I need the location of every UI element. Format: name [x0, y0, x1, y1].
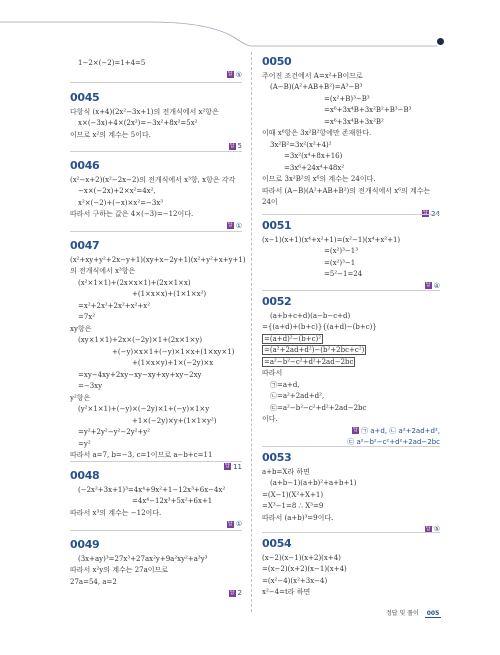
answer-icon: 답: [229, 142, 235, 149]
solution-line: =(x²)³−1: [324, 258, 356, 267]
solution-line: =(x²+B)³−B³: [324, 94, 370, 103]
separator: [262, 446, 440, 447]
solution-line: 1−2×(−2)=1+4=5: [78, 59, 146, 67]
answer-value: 5: [237, 142, 242, 150]
solution-line: =xy−4xy+2xy−xy−xy+xy+xy−2xy: [78, 370, 202, 379]
problem-number: 0053: [262, 451, 292, 464]
solution-line: 주어진 조건에서 A=x²+B이므로: [262, 71, 363, 80]
problem-0047: [70, 239, 246, 473]
solution-line: =3x⁶+24x⁴+48x²: [284, 163, 345, 172]
solution-line: (a+b+c+d)(a−b−c+d): [270, 311, 351, 320]
solution-line: +(−y)×x×1+(−y)×1×x+(1×xy×1): [112, 347, 235, 356]
answer-value: ④: [433, 281, 440, 290]
solution-line: =5²−1=24: [324, 270, 363, 278]
problem-number: 0052: [262, 295, 292, 308]
solution-line: a+b=X라 하면: [262, 467, 310, 476]
problem-0054: [262, 538, 440, 599]
problem-number: 0045: [70, 91, 100, 104]
solution-line: 따라서 x³의 계수는 −12이다.: [70, 508, 162, 517]
answer-icon: 답: [425, 282, 431, 288]
problem-0052: [262, 296, 440, 449]
solution-line: (xy×1×1)+2x×(−2y)×1+(2x×1×y): [78, 336, 203, 344]
answer-value: ①: [235, 221, 242, 230]
solution-line: 따라서: [262, 369, 283, 377]
solution-line: (A−B)(A²+AB+B²)=A³−B³: [270, 83, 363, 91]
answer-value: 2: [237, 589, 242, 597]
solution-line: x×(−3x)+4×(2x²)=−3x²+8x²=5x²: [78, 119, 198, 127]
solution-line: =(X−1)(X²+X+1): [262, 490, 324, 499]
solution-line: +(1×x×x)+(1×1×x²): [132, 290, 207, 298]
page-frame-curve: [0, 0, 500, 60]
solution-line: =y²+2y²−y²−2y²+y²: [78, 428, 151, 436]
answer-value: 24: [431, 209, 440, 218]
answer-icon: 답: [229, 589, 235, 596]
solution-line: ={(a+d)+(b+c)}{(a+d)−(b+c)}: [262, 323, 377, 331]
solution-line: (−2x²+3x+1)³=4x⁴+9x²+1−12x³+6x−4x²: [78, 485, 226, 494]
solution-line: y²항은: [70, 393, 91, 402]
solution-line: [262, 357, 440, 369]
solution-line: 3x²B²=3x²(x²+4)²: [270, 140, 332, 149]
solution-line: =x²+2x²+2x²+x²+x²: [78, 301, 151, 310]
problem-number: 0049: [70, 538, 100, 551]
answer-mark: [262, 426, 440, 438]
solution-line: −x×(−2x)+2×x²=4x²,: [78, 187, 156, 195]
answer-icon: 답: [227, 520, 233, 527]
problem-0051: [262, 220, 440, 292]
solution-line: =(x²−4)(x²+3x−4): [262, 576, 328, 585]
solution-line: 다항식 (x+4)(2x²−3x+1)의 전개식에서 x²항은: [70, 107, 219, 116]
problem-number: 0048: [70, 469, 100, 482]
solution-line: (a+b−1)(a+b)²+a+b+1): [270, 479, 357, 487]
answer-value: ⑤: [433, 525, 440, 533]
boxed-expression: =(a+d)²−(b+c)²: [264, 334, 322, 343]
solution-line: =−3xy: [78, 382, 103, 390]
footer-label: 정답 및 풀이: [386, 610, 419, 617]
problem-0045: [70, 92, 242, 153]
solution-line: 이때 x⁶항은 3x²B²항에만 존재한다.: [262, 129, 372, 137]
solution-line: (x²+xy+y²+2x−y+1)(xy+x−2y+1)(x²+y²+x+y+1): [70, 255, 246, 264]
solution-line: 이므로 x²의 계수는 5이다.: [70, 130, 151, 139]
answer-mark: [70, 519, 242, 531]
solution-line: 따라서 (A−B)(A²+AB+B²)의 전개식에서 x⁶의 계수는 24이: [262, 186, 431, 206]
separator: [70, 461, 242, 462]
solution-line: =(x²)³−1³: [324, 247, 359, 255]
solution-line: (x−1)(x+1)(x⁴+x²+1)=(x²−1)(x⁴+x²+1): [262, 235, 401, 244]
solution-line: +(1×x×y)+1×(−2y)×x: [132, 359, 214, 367]
solution-line: (x²×1×1)+(2x×x×1)+(2x×1×x): [78, 278, 191, 287]
separator: [70, 530, 242, 531]
solution-line: 이다.: [262, 415, 278, 423]
boxed-expression: =(a²+2ad+d²)−(b²+2bc+c²): [264, 346, 365, 354]
answer-icon: 답: [425, 525, 431, 532]
answer-value: ㉠ a+d, ㉡ a²+2ad+d²,: [361, 426, 440, 435]
separator: [262, 290, 440, 291]
solution-line: ㉢=a²−b²−c²+d²+2ad−2bc: [270, 403, 367, 412]
page-number: 005: [426, 610, 440, 617]
problem-number: 0047: [70, 239, 100, 252]
problem-0044-tail: [70, 58, 242, 81]
solution-line: 의 전개식에서 x³항은: [70, 267, 136, 275]
solution-line: [262, 345, 440, 357]
solution-line: 27a=54, a=2: [70, 577, 117, 586]
solution-line: =3x²(x⁴+8x+16): [284, 152, 343, 160]
solution-line: 이므로 3x²B²의 x⁶의 계수는 24이다.: [262, 175, 376, 183]
answer-icon: 답: [227, 71, 233, 77]
answer-value-line: ㉢ a²−b²−c²+d²+2ad−2bc: [347, 438, 440, 446]
answer-value: 11: [233, 462, 242, 471]
answer-mark: [70, 70, 242, 82]
answer-value: ⑤: [235, 70, 242, 79]
problem-number: 0050: [262, 55, 292, 68]
answer-icon: 답: [227, 222, 233, 228]
solution-line: 따라서 구하는 값은 4×(−3)=−12이다.: [70, 210, 194, 218]
separator: [70, 151, 242, 152]
solution-line: [262, 334, 440, 346]
page-footer: [386, 608, 441, 618]
solution-line: 따라서 x²y의 계수는 27a이므로: [70, 566, 169, 574]
separator: [262, 532, 440, 533]
solution-line: ㉡=a²+2ad+d²,: [270, 392, 325, 400]
answer-icon: 답: [423, 210, 428, 216]
column-divider: [251, 52, 252, 612]
answer-mark: [70, 588, 242, 600]
boxed-expression: =a²−b²−c²+d²+2ad−2bc: [264, 357, 354, 366]
solution-line: =x⁶+3x⁴B+3x²B²: [324, 117, 384, 126]
header-dot: [437, 38, 444, 45]
problem-0053: [262, 452, 440, 536]
answer-icon: 답: [225, 463, 230, 469]
solution-line: x²×(−2)+(−x)×x²=−3x³: [78, 198, 164, 207]
problem-0050: [262, 56, 440, 220]
solution-line: x²−4=t라 하면: [262, 588, 311, 596]
problem-0049: [70, 539, 242, 600]
problem-number: 0051: [262, 219, 292, 232]
solution-line: =4x⁴−12x³+5x²+6x+1: [132, 497, 213, 505]
separator: [70, 82, 242, 83]
answer-mark: [262, 524, 440, 536]
solution-line: 따라서 (a+b)³=9이다.: [262, 513, 334, 522]
solution-line: =(x−2)(x+2)(x−1)(x+4): [262, 565, 347, 573]
problem-0046: [70, 160, 242, 232]
problem-number: 0054: [262, 537, 292, 550]
solution-line: 따라서 a=7, b=−3, c=1이므로 a−b+c=11: [70, 451, 213, 459]
separator: [262, 214, 440, 215]
solution-line: (x−2)(x−1)(x+2)(x+4): [262, 553, 341, 562]
problem-number: 0046: [70, 159, 100, 172]
solution-line: (3x+ay)³=27x³+27ax²y+9a²xy²+a³y³: [78, 554, 208, 563]
solution-line: (y²×1×1)+(−y)×(−2y)×1+(−y)×1×y: [78, 405, 210, 413]
problem-0048: [70, 470, 242, 531]
solution-line: =X³−1=8 ∴ X³=9: [262, 502, 324, 510]
answer-value: ①: [235, 520, 242, 528]
solution-line: =7x²: [78, 313, 96, 321]
separator: [70, 231, 242, 232]
solution-line: xy항은: [70, 324, 92, 333]
solution-line: ㉠=a+d,: [270, 380, 300, 389]
solution-line: (x²−x+2)(x²−2x−2)의 전개식에서 x³항, x항은 각각: [70, 175, 236, 184]
solution-line: =y²: [78, 439, 91, 448]
solution-line: +1×(−2y)×y+(1×1×y²): [132, 416, 217, 425]
solution-line: =x⁶+3x⁴B+3x²B²+B³−B³: [324, 106, 412, 114]
answer-icon: 답: [353, 427, 358, 433]
